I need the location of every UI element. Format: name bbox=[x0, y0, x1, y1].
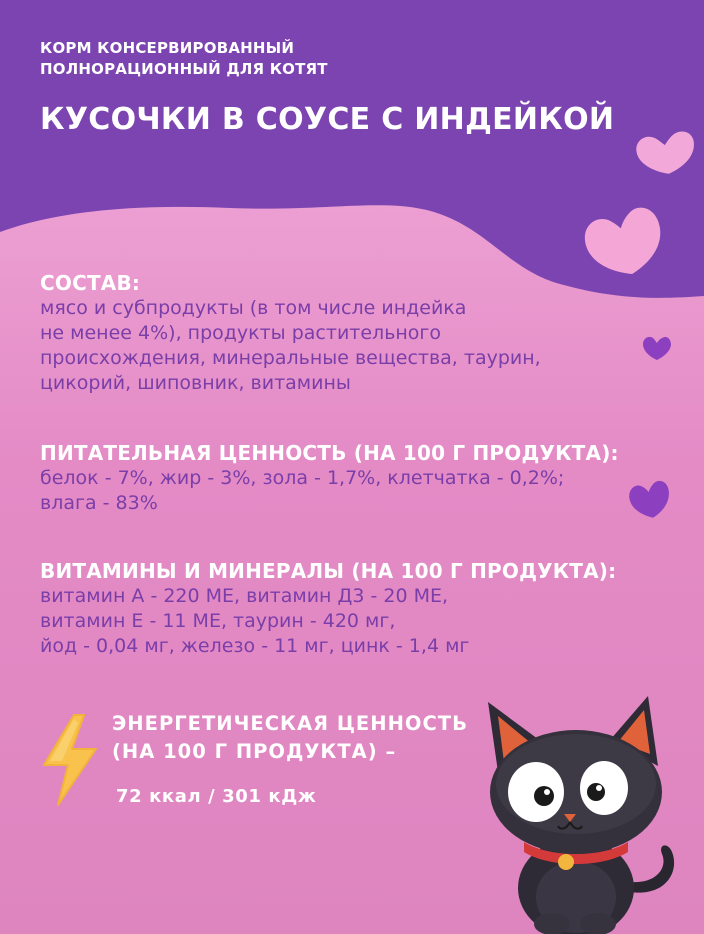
heart-icon bbox=[634, 130, 698, 176]
energy-section bbox=[112, 710, 468, 807]
composition-section bbox=[40, 270, 560, 396]
product-type-line-1: КОРМ КОНСЕРВИРОВАННЫЙ bbox=[40, 39, 295, 57]
nutrition-line: белок - 7%, жир - 3%, зола - 1,7%, клетчатка - 0,2%; bbox=[40, 467, 565, 489]
energy-label-line-2: (НА 100 Г ПРОДУКТА) – bbox=[112, 740, 397, 763]
composition-line: цикорий, шиповник, витамины bbox=[40, 372, 351, 394]
energy-value: 72 ккал / 301 кДж bbox=[116, 786, 317, 807]
lightning-icon bbox=[40, 713, 100, 807]
energy-label-line-1: ЭНЕРГЕТИЧЕСКАЯ ЦЕННОСТЬ bbox=[112, 712, 468, 735]
vitamins-line: йод - 0,04 мг, железо - 11 мг, цинк - 1,4 мг bbox=[40, 635, 470, 657]
nutrition-heading: ПИТАТЕЛЬНАЯ ЦЕННОСТЬ (НА 100 Г ПРОДУКТА): bbox=[40, 441, 619, 465]
product-type-line-2: ПОЛНОРАЦИОННЫЙ ДЛЯ КОТЯТ bbox=[40, 60, 328, 78]
product-title: КУСОЧКИ В СОУСЕ С ИНДЕЙКОЙ bbox=[40, 102, 615, 137]
heart-icon bbox=[628, 480, 672, 520]
composition-line: происхождения, минеральные вещества, таурин, bbox=[40, 347, 541, 369]
vitamins-section bbox=[40, 558, 620, 659]
product-type bbox=[40, 38, 500, 80]
heart-icon bbox=[642, 335, 672, 361]
composition-heading: СОСТАВ: bbox=[40, 271, 141, 295]
vitamins-heading: ВИТАМИНЫ И МИНЕРАЛЫ (НА 100 Г ПРОДУКТА): bbox=[40, 559, 617, 583]
vitamins-line: витамин Е - 11 МЕ, таурин - 420 мг, bbox=[40, 610, 396, 632]
composition-line: мясо и субпродукты (в том числе индейка bbox=[40, 297, 467, 319]
nutrition-section bbox=[40, 440, 620, 516]
heart-icon bbox=[582, 205, 666, 277]
cat-mascot bbox=[480, 692, 695, 934]
composition-line: не менее 4%), продукты растительного bbox=[40, 322, 442, 344]
nutrition-line: влага - 83% bbox=[40, 492, 158, 514]
vitamins-line: витамин А - 220 МЕ, витамин Д3 - 20 МЕ, bbox=[40, 585, 449, 607]
